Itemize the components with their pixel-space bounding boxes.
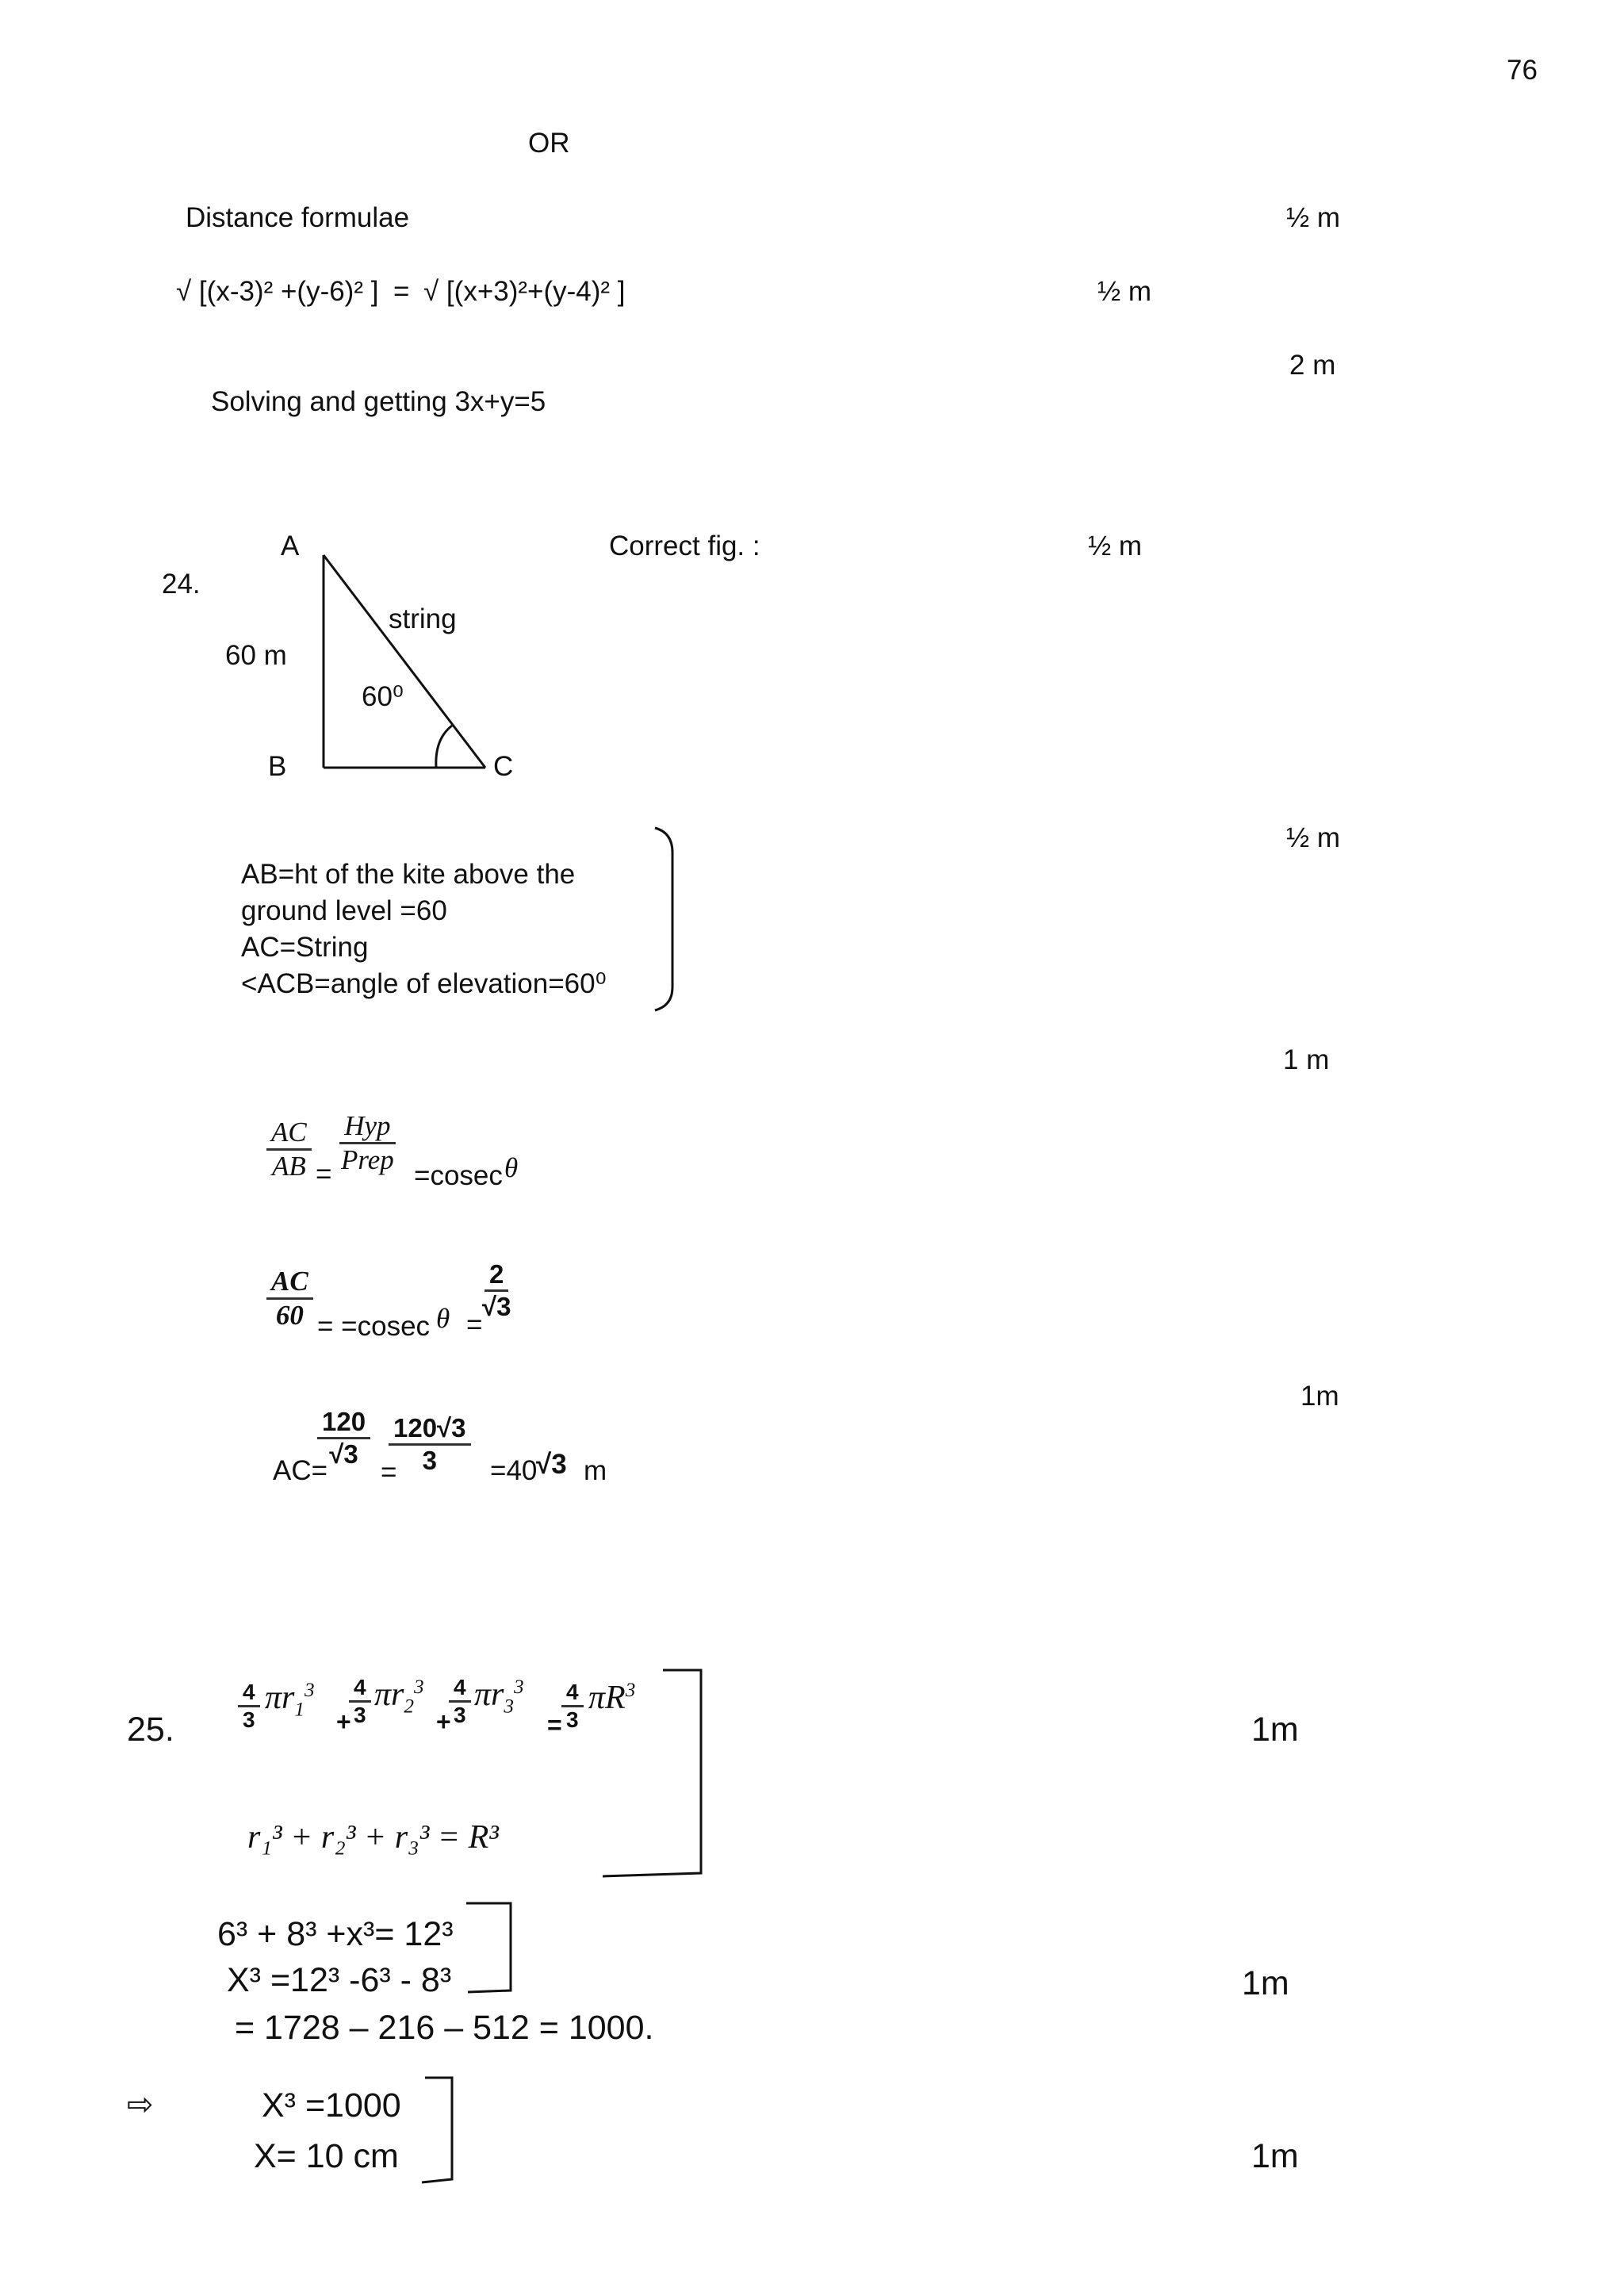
vertex-c: C: [493, 751, 514, 782]
denominator: Prep: [341, 1144, 394, 1175]
explain-line: AB=ht of the kite above the: [241, 859, 576, 890]
denominator: √3: [329, 1439, 358, 1469]
distance-eq-right: √ [(x+3)²+(y-4)² ]: [423, 276, 626, 307]
pi-r1-cubed: $\pi r_1^3$: [265, 1680, 315, 1721]
pi-r2-cubed: $\pi r_2^3$: [374, 1676, 424, 1718]
numerator: AC: [266, 1266, 313, 1300]
radius-cube-sum: r₁³ + r₂³ + r₃³ = R³: [247, 1819, 499, 1856]
fraction-4-3: $\frac{4}{3}$: [561, 1680, 584, 1733]
page-number: 76: [1507, 55, 1538, 86]
implies-arrow-icon: ⇨: [127, 2087, 154, 2122]
marks: 1m: [1300, 1381, 1339, 1412]
final-line: X³ =1000: [262, 2086, 401, 2125]
cosec-label: =cosec: [414, 1160, 503, 1191]
marks: ½ m: [1286, 822, 1341, 853]
equation-line: X³ =12³ -6³ - 8³: [227, 1961, 452, 1999]
plus-sign: +: [436, 1707, 451, 1736]
marks: ½ m: [1286, 202, 1341, 233]
final-line: X= 10 cm: [254, 2137, 399, 2175]
fraction-4-3: $\frac{4}{3}$: [349, 1675, 371, 1728]
distance-formulae: Distance formulae: [186, 202, 410, 233]
cosec-label: = =cosec: [317, 1311, 431, 1342]
plus-sign: +: [336, 1707, 351, 1736]
equation-line: 6³ + 8³ +x³= 12³: [217, 1915, 454, 1953]
question-number: 24.: [162, 569, 201, 600]
marks: ½ m: [1097, 276, 1152, 307]
numerator: 120: [317, 1407, 370, 1439]
marks: 1 m: [1283, 1044, 1330, 1075]
equals-sign: =: [381, 1457, 397, 1488]
fraction-4-3: $\frac{4}{3}$: [238, 1680, 260, 1733]
equals-sign: =: [547, 1711, 562, 1739]
vertex-a: A: [281, 531, 300, 561]
marks: ½ m: [1088, 531, 1143, 561]
numerator: AC: [266, 1117, 312, 1151]
explain-line: AC=String: [241, 932, 369, 963]
result-prefix: =40: [490, 1455, 538, 1486]
equals-sign: =: [316, 1159, 332, 1190]
denominator: 60: [275, 1300, 304, 1331]
denominator: 3: [422, 1446, 437, 1475]
marks: 1m: [1242, 1964, 1289, 2002]
vertex-b: B: [268, 751, 287, 782]
theta-symbol: θ: [504, 1152, 519, 1183]
fraction-4-3: $\frac{4}{3}$: [449, 1675, 471, 1728]
unit: m: [584, 1455, 607, 1486]
numerator: 120√3: [389, 1413, 471, 1446]
angle-label: 60⁰: [362, 681, 404, 712]
marks: 1m: [1251, 2137, 1299, 2175]
marks: 2 m: [1289, 350, 1336, 381]
solve-line: Solving and getting 3x+y=5: [211, 386, 546, 417]
equals-sign: =: [393, 276, 410, 307]
numerator: 2: [485, 1259, 508, 1292]
or-label: OR: [528, 128, 570, 159]
pi-r3-cubed: $\pi r_3^3$: [474, 1676, 524, 1718]
denominator: AB: [271, 1151, 306, 1182]
explain-line: ground level =60: [241, 895, 447, 926]
root3: √3: [536, 1449, 567, 1480]
equation-line: = 1728 – 216 – 512 = 1000.: [235, 2009, 654, 2047]
denominator: √3: [482, 1292, 511, 1321]
string-label: string: [389, 603, 457, 634]
theta-symbol: θ: [436, 1303, 450, 1334]
ac-lhs: AC=: [273, 1455, 328, 1486]
correct-fig: Correct fig. :: [609, 531, 760, 561]
numerator: Hyp: [339, 1110, 395, 1144]
distance-eq-left: √ [(x-3)² +(y-6)² ]: [176, 276, 379, 307]
equals-sign: =: [466, 1309, 483, 1340]
marks: 1m: [1251, 1711, 1299, 1749]
pi-R-cubed: $\pi R^3$: [588, 1680, 636, 1716]
explain-line: <ACB=angle of elevation=60⁰: [241, 968, 607, 999]
side-label: 60 m: [225, 640, 287, 671]
question-number: 25.: [127, 1711, 174, 1749]
